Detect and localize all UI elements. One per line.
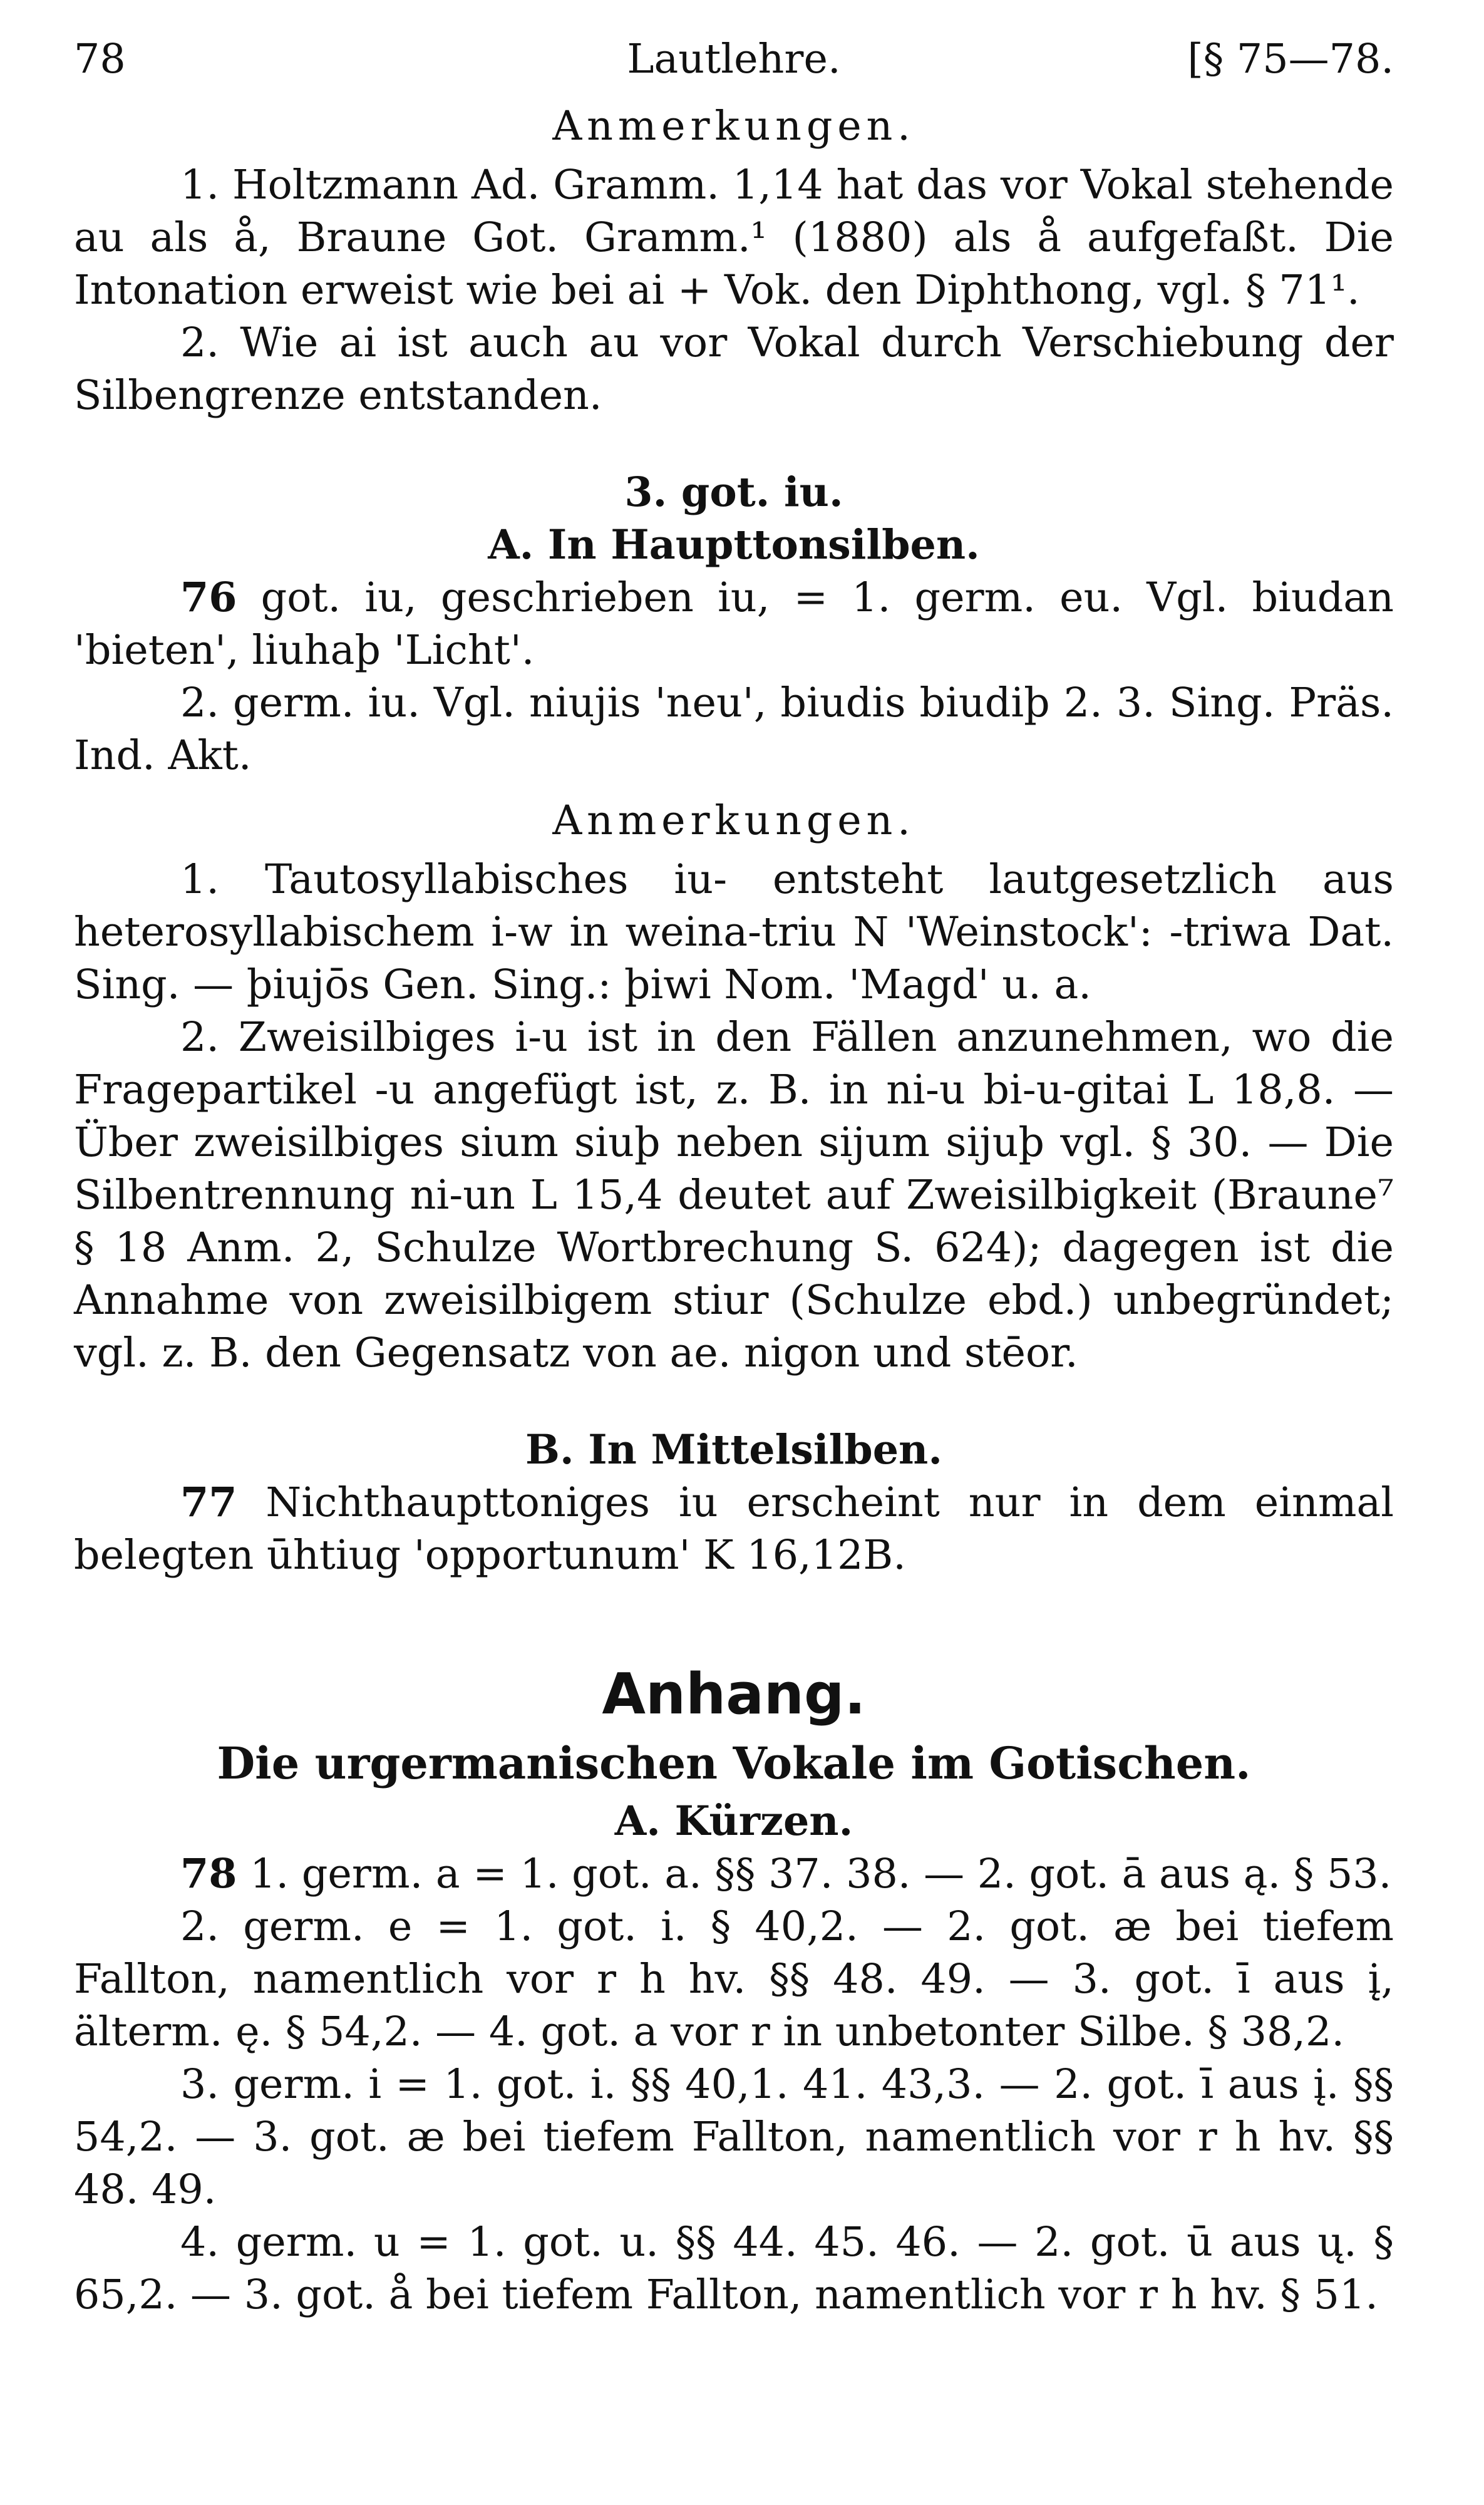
paragraph-text: Nichthaupttoniges iu erscheint nur in dem einmal belegten ūhtiug 'opportunum' K 16,12B. [74,1479,1394,1579]
appendix-title: Anhang. [602,1661,866,1727]
note-paragraph: 2. Wie ai ist auch au vor Vokal durch Verschiebung der Silbengrenze entstanden. [74,319,1394,419]
paragraph-77 [74,1476,1394,1582]
subsection-title: A. In Haupttonsilben. [488,521,980,569]
list-item: 1. germ. a = 1. got. a. §§ 37. 38. — 2. got. ā aus ą. § 53. [250,1851,1392,1898]
notes-block-1 [74,100,1394,422]
note-paragraph: 2. Zweisilbiges i-u ist in den Fällen anzunehmen, wo die Fragepartikel -u angefügt ist, z. B. in ni-u bi-u-gitai L 18,8. — Über zweisilbiges sium siuþ neben sijum sijuþ vgl. § 30. — Die Silbentrennung ni-un L 15,4 deutet auf Zweisilbigkeit (Braune⁷ § 18 Anm. 2, Schulze Wortbrechung S. 624); dagegen ist die Annahme von zweisilbigem stiur (Schulze ebd.) unbegründet; vgl. z. B. den Gegensatz von ae. nigon und stēor. [74,1014,1394,1376]
paragraph-text: got. iu, geschrieben iu, = 1. germ. eu. Vgl. biudan 'bieten', liuhaþ 'Licht'. [74,574,1394,674]
paragraph-78 [74,1847,1394,1901]
section-mittelsilben [74,1423,1394,1582]
section-got-iu [74,466,1394,782]
section-title: 3. got. iu. [624,468,843,516]
notes-block-2 [74,795,1394,1380]
paragraph-number: 78 [180,1850,237,1898]
section-reference: [§ 75—78. [1187,36,1394,83]
running-title: Lautlehre. [627,36,841,83]
paragraph-text: 2. germ. iu. Vgl. niujis 'neu', biudis biudiþ 2. 3. Sing. Präs. Ind. Akt. [74,679,1394,779]
paragraph-76 [74,571,1394,677]
note-paragraph: 1. Tautosyllabisches iu- entsteht lautgesetzlich aus heterosyllabischem i-w in weina-triu N 'Weinstock': -triwa Dat. Sing. — þiujōs Gen. Sing.: þiwi Nom. 'Magd' u. a. [74,856,1394,1008]
list-item: 2. germ. e = 1. got. i. § 40,2. — 2. got. æ bei tiefem Fallton, namentlich vor r h hv. §§ 48. 49. — 3. got. ī aus į, älterm. ę. § 54,2. — 4. got. a vor r in unbetonter Silbe. § 38,2. [74,1903,1394,2055]
notes-heading: Anmerkungen. [552,797,915,844]
anhang-section [74,1657,1394,2322]
paragraph-number: 77 [180,1479,237,1526]
paragraph-number: 76 [180,574,237,621]
subsection-title: B. In Mittelsilben. [525,1426,942,1474]
subsection-title: A. Kürzen. [614,1797,853,1845]
book-page [74,25,1394,2322]
note-paragraph: 1. Holtzmann Ad. Gramm. 1,14 hat das vor Vokal stehende au als å, Braune Got. Gramm.¹ (1880) als å aufgefaßt. Die Intonation erweist wie bei ai + Vok. den Diphthong, vgl. § 71¹. [74,162,1394,314]
appendix-subtitle: Die urgermanischen Vokale im Gotischen. [217,1737,1251,1789]
list-item: 3. germ. i = 1. got. i. §§ 40,1. 41. 43,3. — 2. got. ī aus į. §§ 54,2. — 3. got. æ bei tiefem Fallton, namentlich vor r h hv. §§ 48. 49. [74,2061,1394,2213]
page-header [74,25,1394,94]
page-number: 78 [74,36,126,83]
notes-heading: Anmerkungen. [552,103,915,150]
list-item: 4. germ. u = 1. got. u. §§ 44. 45. 46. — 2. got. ū aus ų. § 65,2. — 3. got. å bei tiefem Fallton, namentlich vor r h hv. § 51. [74,2219,1394,2318]
